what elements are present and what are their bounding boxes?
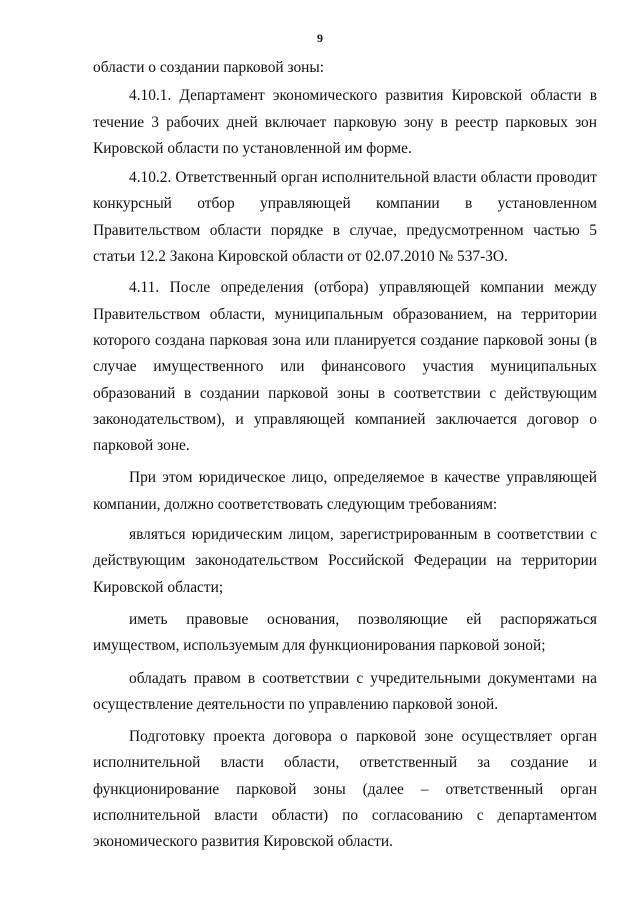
paragraph-requirement-2: иметь правовые основания, позволяющие ей распоряжаться имуществом, используемым для функционирования парковой зоной; [93,610,597,655]
paragraph-4-10-1: 4.10.1. Департамент экономического развития Кировской области в течение 3 рабочих дней включает парковую зону в реестр парковых зон Кировской области по установленной им форме. [93,87,597,157]
paragraph-continuation: области о создании парковой зоны: [93,59,325,76]
paragraph-4-10-2: 4.10.2. Ответственный орган исполнительной власти области проводит конкурсный отбор управляющей компании в установленном Правительством области порядке в случае, предусмотренном частью 5 статьи 12.2 Закона Кировской области от 02.07.2010 № 537-ЗО. [93,169,597,266]
page-number: 9 [317,31,323,45]
paragraph-requirements-intro: При этом юридическое лицо, определяемое в качестве управляющей компании, должно соответствовать следующим требованиям: [93,469,597,513]
paragraph-4-11: 4.11. После определения (отбора) управляющей компании между Правительством области, муниципальным образованием, на территории которого создана парковая зона или планируется создание парковой зоны (в случае имущественного или финансового участия муниципальных образований в создании парковой зоны в соответствии с действующим законодательством), и управляющей компанией заключается договор о парковой зоне. [93,279,597,455]
paragraph-requirement-1: являться юридическим лицом, зарегистрированным в соответствии с действующим законодательством Российской Федерации на территории Кировской области; [93,526,597,596]
document-body [93,55,597,856]
paragraph-requirement-3: обладать правом в соответствии с учредительными документами на осуществление деятельности по управлению парковой зоной. [93,669,597,713]
paragraph-contract-preparation: Подготовку проекта договора о парковой зоне осуществляет орган исполнительной власти области, ответственный за создание и функционирование парковой зоны (далее – ответственный орган исполнительной власти области) по согласованию с департаментом экономического развития Кировской области. [93,728,597,851]
